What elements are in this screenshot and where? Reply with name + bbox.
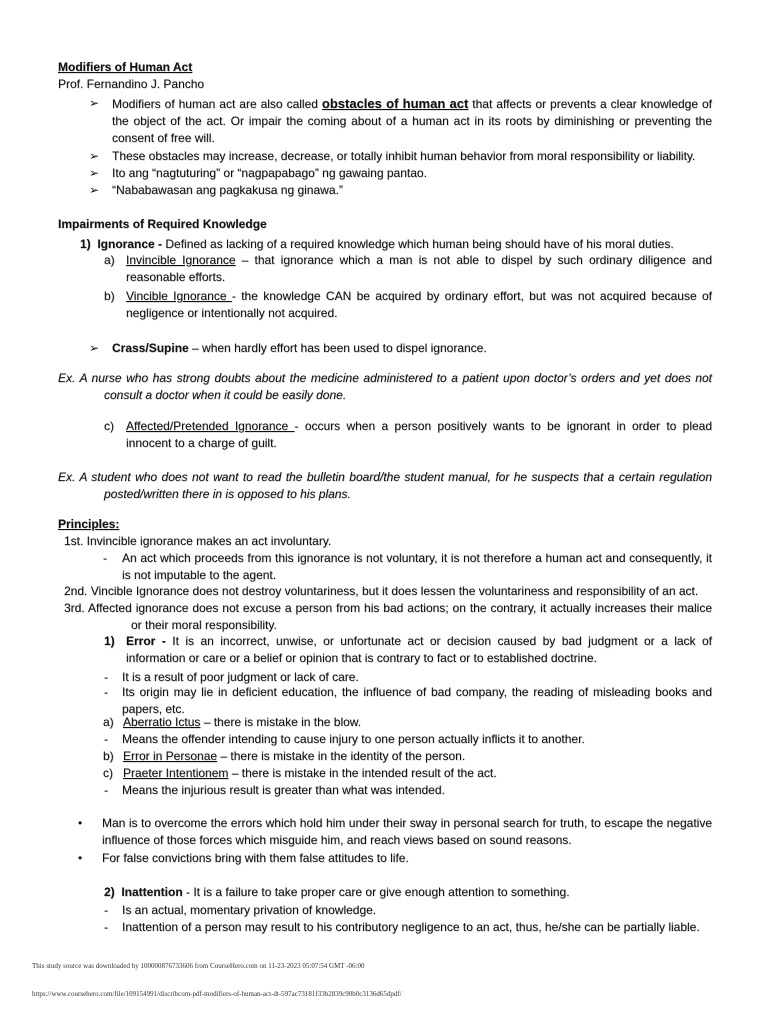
intro-paragraph-3: Ito ang “nagtuturing” or “nagpapabago” ng gawaing pantao. (112, 166, 427, 180)
dash-marker: - (104, 903, 108, 917)
list-marker-b: b) (104, 289, 115, 303)
invincible-ignorance: Invincible Ignorance – that ignorance which a man is not able to dispel by such ordinary diligence and reasonable efforts. (126, 253, 712, 284)
aberratio-ictus: Aberratio Ictus – there is mistake in the blow. (123, 715, 362, 729)
vincible-ignorance: Vincible Ignorance - the knowledge CAN be acquired by ordinary effort, but was not acquired because of negligence or intentionally not acquired. (126, 289, 712, 320)
aberratio-ictus-detail: Means the offender intending to cause injury to one person actually inflicts it to another. (122, 732, 585, 746)
dash-marker: - (104, 732, 108, 746)
list-marker-c: c) (104, 419, 114, 433)
error-detail-1: It is a result of poor judgment or lack of care. (122, 670, 359, 684)
arrow-bullet-icon: ➢ (89, 149, 100, 163)
inattention-detail-1: Is an actual, momentary privation of knowledge. (122, 903, 377, 917)
obstacles-term: obstacles of human act (321, 96, 469, 111)
list-marker-a: a) (104, 253, 115, 267)
error-in-personae: Error in Personae – there is mistake in the identity of the person. (123, 749, 466, 763)
error-number: 1) (104, 634, 115, 648)
document-title: Modifiers of Human Act (58, 60, 193, 74)
affected-ignorance: Affected/Pretended Ignorance - occurs when a person positively wants to be ignorant in order to plead innocent to a charge of guilt. (126, 419, 713, 450)
arrow-bullet-icon: ➢ (89, 183, 100, 197)
example-nurse: Ex. A nurse who has strong doubts about the medicine administered to a patient upon doctor’s orders and yet does not consult a doctor when it could be easily done. (58, 371, 712, 402)
bullet-false-convictions: For false convictions bring with them false attitudes to life. (102, 851, 409, 865)
list-marker-a: a) (103, 715, 114, 729)
principle-2: 2nd. Vincible Ignorance does not destroy voluntariness, but it does lessen the voluntariness and responsibility of an act. (64, 584, 699, 598)
crass-supine: Crass/Supine – when hardly effort has been used to dispel ignorance. (112, 341, 487, 355)
principles-heading: Principles: (58, 517, 120, 531)
list-marker-c: c) (103, 766, 113, 780)
intro-paragraph-1: Modifiers of human act are also called obstacles of human act that affects or prevents a clear knowledge of the object of the act. Or impair the coming about of a human act in its roots by diminishing or preventing the consent of free will. (112, 96, 712, 145)
arrow-bullet-icon: ➢ (89, 166, 100, 180)
principle-3: 3rd. Affected ignorance does not excuse a person from his bad actions; on the contrary, it actually increases their malice or their moral responsibility. (64, 601, 712, 632)
bullet-overcome-errors: Man is to overcome the errors which hold him under their sway in personal search for truth, to escape the negative influence of those forces which misguide him, and reach views based on sound reasons. (102, 816, 712, 847)
ignorance-item: 1) Ignorance - Defined as lacking of a required knowledge which human being should have of his moral duties. (80, 237, 674, 251)
impairments-heading: Impairments of Required Knowledge (58, 217, 267, 231)
author: Prof. Fernandino J. Pancho (58, 77, 205, 91)
inattention-item: 2) Inattention - It is a failure to take proper care or give enough attention to something. (104, 885, 570, 899)
source-url[interactable]: https://www.coursehero.com/file/109154991/discribcom-pdf-modifiers-of-human-act-dt-597ac73181f33b2839c90b0c3136d65dpdf/ (32, 990, 402, 998)
dash-marker: - (104, 920, 108, 934)
principle-1: 1st. Invincible ignorance makes an act involuntary. (64, 534, 332, 548)
principle-1-detail: An act which proceeds from this ignorance is not voluntary, it is not therefore a human act and consequently, it is not imputable to the agent. (122, 551, 712, 582)
intro-paragraph-2: These obstacles may increase, decrease, or totally inhibit human behavior from moral responsibility or liability. (112, 149, 696, 163)
praeter-intentionem-detail: Means the injurious result is greater than what was intended. (122, 783, 445, 797)
error-definition: Error - It is an incorrect, unwise, or unfortunate act or decision caused by bad judgment or a lack of information or care or a belief or opinion that is contrary to fact or to established doctrine. (126, 634, 713, 665)
error-detail-2: Its origin may lie in deficient education, the influence of bad company, the reading of misleading books and papers, etc. (122, 685, 712, 716)
list-marker-b: b) (103, 749, 114, 763)
download-notice: This study source was downloaded by 100000876733606 from CourseHero.com on 11-23-2023 05:07:54 GMT -06:00 (32, 962, 365, 970)
arrow-bullet-icon: ➢ (89, 341, 100, 355)
round-bullet-icon: • (78, 851, 83, 865)
dash-marker: - (104, 670, 108, 684)
dash-marker: - (103, 551, 107, 565)
dash-marker: - (104, 783, 108, 797)
praeter-intentionem: Praeter Intentionem – there is mistake in the intended result of the act. (123, 766, 497, 780)
round-bullet-icon: • (78, 816, 83, 830)
arrow-bullet-icon: ➢ (89, 96, 100, 110)
intro-paragraph-4: “Nababawasan ang pagkakusa ng ginawa.” (112, 183, 343, 197)
dash-marker: - (104, 685, 108, 699)
inattention-detail-2: Inattention of a person may result to his contributory negligence to an act, thus, he/she can be partially liable. (122, 920, 700, 934)
example-student: Ex. A student who does not want to read the bulletin board/the student manual, for he suspects that a certain regulation posted/written there in is opposed to his plans. (58, 470, 712, 501)
